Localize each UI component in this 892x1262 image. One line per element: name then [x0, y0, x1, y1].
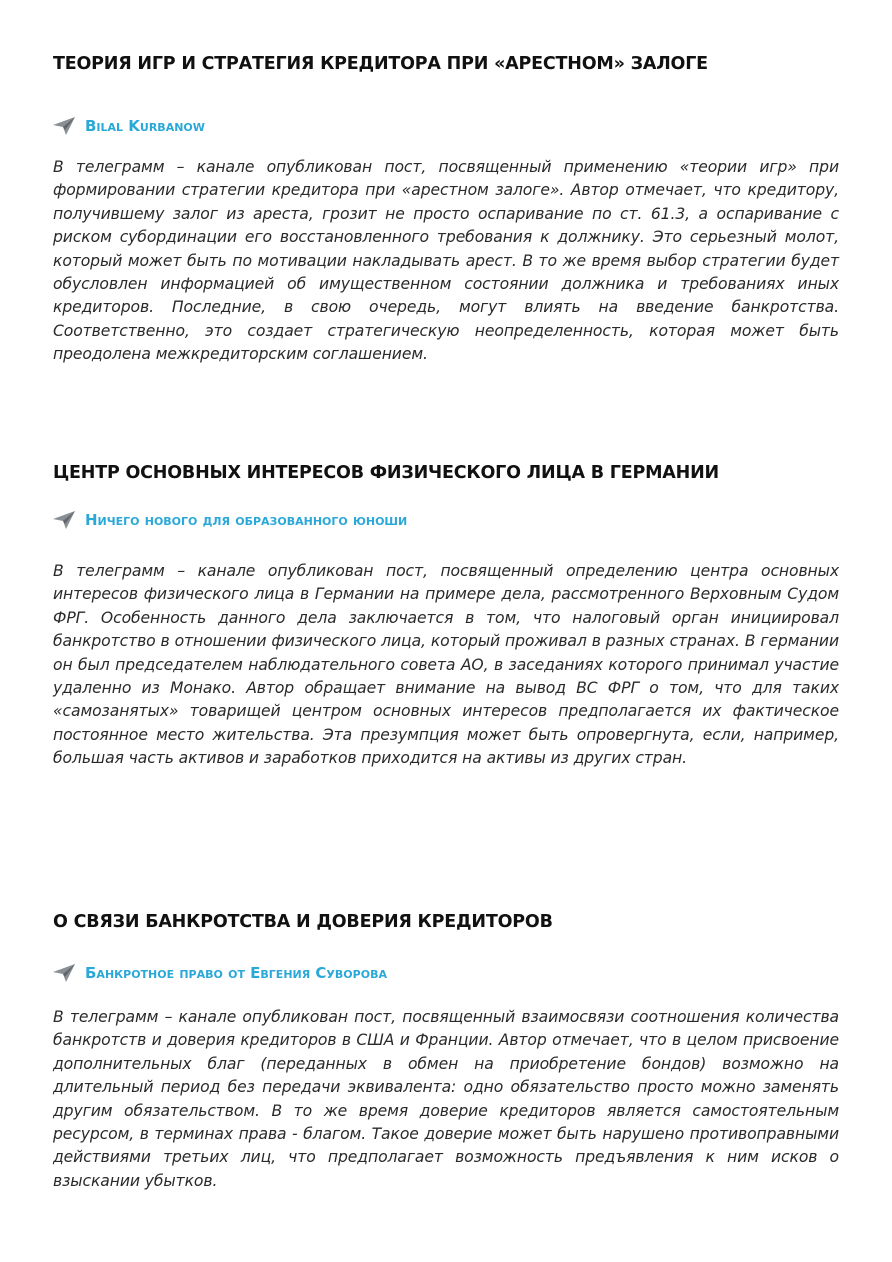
channel-name[interactable]: Ничего нового для образованного юноши: [85, 511, 408, 529]
paper-plane-icon: [53, 511, 75, 529]
channel-name[interactable]: Банкротное право от Евгения Суворова: [85, 964, 387, 982]
article-body: В телеграмм – канале опубликован пост, посвященный применению «теории игр» при формировании стратегии кредитора при «арестном залоге». Автор отмечает, что кредитору, получившему залог из ареста, грозит не просто оспаривание по ст. 61.3, а оспаривание с риском субординации его восстановленного требования к должнику. Это серьезный молот, который может быть по мотивации накладывать арест. В то же время выбор стратегии будет обусловлен информацией об имущественном состоянии должника и требованиях иных кредиторов. Последние, в свою очередь, могут влиять на введение банкротства. Соответственно, это создает стратегическую неопределенность, которая может быть преодолена межкредиторским соглашением.: [53, 158, 839, 364]
channel-name[interactable]: Bilal Kurbanow: [85, 117, 205, 135]
article-title: О СВЯЗИ БАНКРОТСТВА И ДОВЕРИЯ КРЕДИТОРОВ: [53, 912, 553, 932]
paper-plane-icon: [53, 964, 75, 982]
telegram-channel-link[interactable]: [53, 964, 839, 982]
article-3: [53, 912, 839, 1193]
article-title: ЦЕНТР ОСНОВНЫХ ИНТЕРЕСОВ ФИЗИЧЕСКОГО ЛИЦА В ГЕРМАНИИ: [53, 463, 719, 483]
telegram-channel-link[interactable]: [53, 117, 839, 135]
article-body: В телеграмм – канале опубликован пост, посвященный взаимосвязи соотношения количества банкротств и доверия кредиторов в США и Франции. Автор отмечает, что в целом присвоение дополнительных благ (переданных в обмен на приобретение бондов) возможно на длительный период без передачи эквивалента: одно обязательство просто можно заменять другим обязательством. В то же время доверие кредиторов является самостоятельным ресурсом, в терминах права - благом. Такое доверие может быть нарушено противоправными действиями третьих лиц, что предполагает возможность предъявления к ним исков о взыскании убытков.: [53, 1008, 839, 1190]
telegram-channel-link[interactable]: [53, 511, 839, 529]
article-1: [53, 54, 839, 367]
article-title: ТЕОРИЯ ИГР И СТРАТЕГИЯ КРЕДИТОРА ПРИ «АРЕСТНОМ» ЗАЛОГЕ: [53, 54, 708, 74]
paper-plane-icon: [53, 117, 75, 135]
article-body: В телеграмм – канале опубликован пост, посвященный определению центра основных интересов физического лица в Германии на примере дела, рассмотренного Верховным Судом ФРГ. Особенность данного дела заключается в том, что налоговый орган инициировал банкротство в отношении физического лица, который проживал в разных странах. В германии он был председателем наблюдательного совета АО, в заседаниях которого принимал участие удаленно из Монако. Автор обращает внимание на вывод ВС ФРГ о том, что для таких «самозанятых» товарищей центром основных интересов предполагается их фактическое постоянное место жительства. Эта презумпция может быть опровергнута, если, например, большая часть активов и заработков приходится на активы из других стран.: [53, 562, 839, 768]
article-2: [53, 463, 839, 771]
